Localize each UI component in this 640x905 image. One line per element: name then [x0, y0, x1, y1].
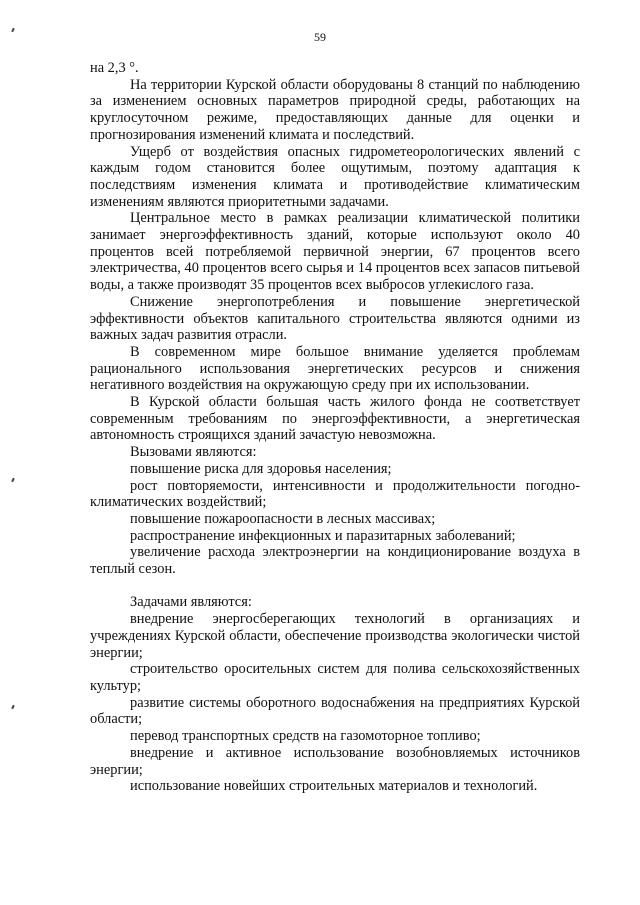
- paragraph: увеличение расхода электроэнергии на кондиционирование воздуха в теплый сезон.: [90, 544, 580, 578]
- scan-mark: [11, 478, 15, 482]
- paragraph: внедрение и активное использование возобновляемых источников энергии;: [90, 744, 580, 778]
- paragraph: На территории Курской области оборудованы 8 станций по наблюдению за изменением основных параметров природной среды, работающих на круглосуточном режиме, предоставляющих данные для оценки и прогнозирования изменений климата и последствий.: [90, 76, 580, 143]
- paragraph: на 2,3 °.: [90, 60, 139, 76]
- paragraph: строительство оросительных систем для полива сельскохозяйственных культур;: [90, 661, 580, 694]
- paragraph: Центральное место в рамках реализации климатической политики занимает энергоэффективность зданий, которые используют около 40 процентов всей потребляемой первичной энергии, 67 процентов всего электричества, 40 процентов всего сырья и 14 процентов всех запасов питьевой воды, а также производят 35 процентов всех выбросов углекислого газа.: [90, 210, 580, 294]
- paragraph: распространение инфекционных и паразитарных заболеваний;: [130, 527, 516, 544]
- paragraph: рост повторяемости, интенсивности и продолжительности погодно-климатических воздействий;: [90, 477, 580, 511]
- paragraph: развитие системы оборотного водоснабжения на предприятиях Курской области;: [90, 694, 580, 728]
- paragraph: В современном мире большое внимание уделяется проблемам рационального использования энергетических ресурсов и снижения негативного воздействия на окружающую среду при их использовании.: [90, 343, 580, 394]
- document-body: [90, 60, 580, 795]
- paragraph: повышение риска для здоровья населения;: [130, 460, 392, 477]
- page-number: 59: [314, 30, 326, 44]
- paragraph: Снижение энергопотребления и повышение энергетической эффективности объектов капитального строительства являются одними из важных задач развития отрасли.: [90, 293, 580, 344]
- paragraph: внедрение энергосберегающих технологий в организациях и учреждениях Курской области, обеспечение производства экологически чистой энергии;: [90, 611, 580, 661]
- paragraph: повышение пожароопасности в лесных массивах;: [130, 510, 436, 527]
- paragraph: Ущерб от воздействия опасных гидрометеорологических явлений с каждым годом становится более ощутимым, поэтому адаптация к последствиям изменения климата и противодействие климатическим изменениям являются приоритетными задачами.: [90, 143, 580, 210]
- paragraph: Вызовами являются:: [130, 444, 257, 461]
- paragraph: перевод транспортных средств на газомоторное топливо;: [130, 728, 481, 745]
- paragraph: использование новейших строительных материалов и технологий.: [130, 778, 538, 795]
- paragraph: Задачами являются:: [130, 594, 252, 611]
- paragraph: В Курской области большая часть жилого фонда не соответствует современным требованиям по энергоэффективности, а энергетическая автономность строящихся зданий зачастую невозможна.: [90, 394, 580, 444]
- scan-mark: [11, 705, 15, 709]
